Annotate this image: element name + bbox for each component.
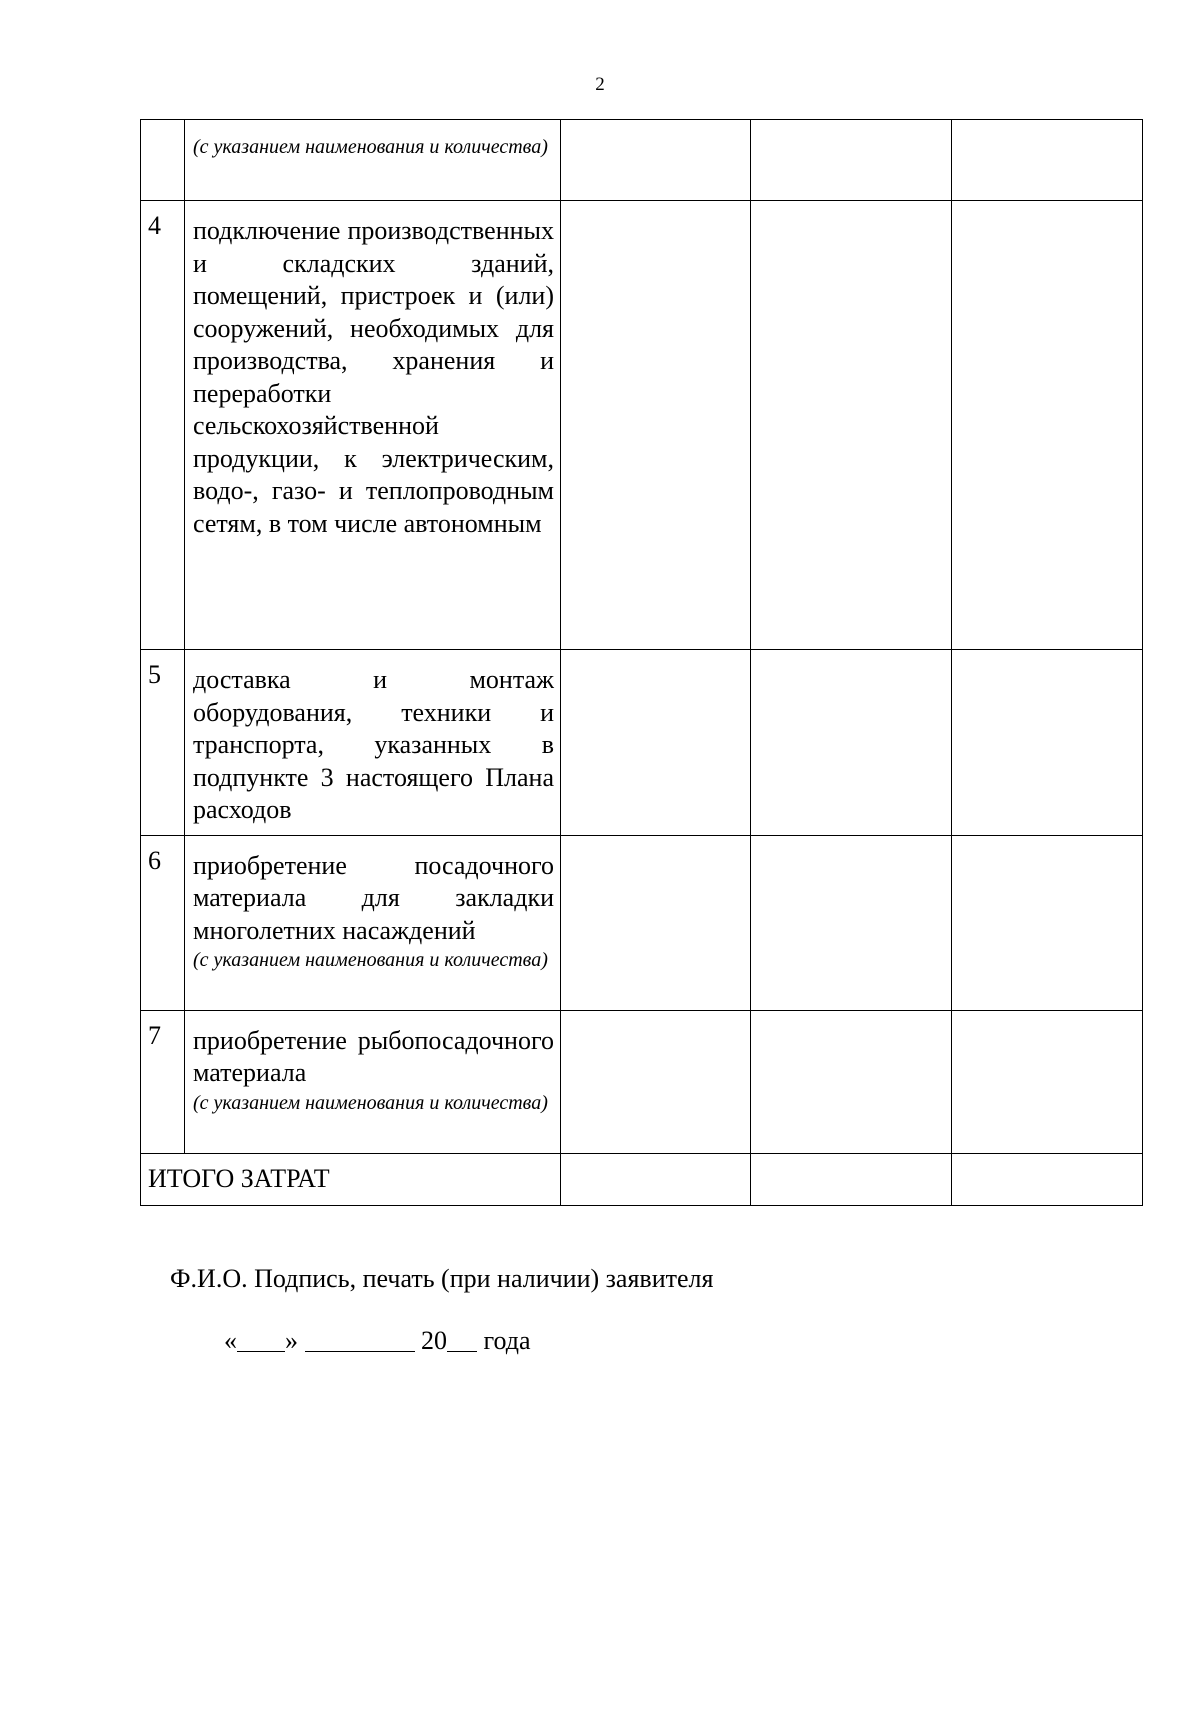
total-value-cell[interactable] [751, 1153, 952, 1205]
total-row [141, 1153, 1143, 1205]
row-text: приобретение посадочного материала для закладки многолетних насаждений [193, 850, 554, 945]
row-description-cell [185, 201, 561, 650]
value-cell[interactable] [952, 1010, 1143, 1153]
date-open-quote: « [224, 1326, 237, 1355]
value-cell[interactable] [751, 1010, 952, 1153]
value-cell[interactable] [952, 650, 1143, 836]
expense-plan-table [140, 119, 1143, 1206]
value-cell[interactable] [561, 120, 751, 201]
signature-line: Ф.И.О. Подпись, печать (при наличии) заявителя [170, 1264, 714, 1293]
row-note: (с указанием наименования и количества) [193, 949, 548, 971]
row-description-cell [185, 1010, 561, 1153]
total-label: ИТОГО ЗАТРАТ [141, 1153, 561, 1205]
value-cell[interactable] [952, 835, 1143, 1010]
value-cell[interactable] [561, 650, 751, 836]
row-number-cell: 6 [141, 835, 185, 1010]
row-number-cell: 5 [141, 650, 185, 836]
table-row [141, 650, 1143, 836]
year-prefix: 20 [421, 1326, 447, 1355]
table-row [141, 201, 1143, 650]
value-cell[interactable] [751, 120, 952, 201]
row-number-cell [141, 120, 185, 201]
year-blank[interactable] [447, 1325, 477, 1352]
table-row [141, 1010, 1143, 1153]
value-cell[interactable] [561, 201, 751, 650]
total-value-cell[interactable] [561, 1153, 751, 1205]
value-cell[interactable] [952, 120, 1143, 201]
month-blank[interactable] [305, 1325, 415, 1352]
row-note: (с указанием наименования и количества) [193, 1091, 548, 1114]
row-text: приобретение рыбопосадочного материала [193, 1025, 554, 1087]
value-cell[interactable] [561, 1010, 751, 1153]
table-row [141, 835, 1143, 1010]
row-description-cell [185, 835, 561, 1010]
day-blank[interactable] [237, 1325, 285, 1352]
value-cell[interactable] [751, 201, 952, 650]
row-description-cell [185, 650, 561, 836]
row-number-cell: 7 [141, 1010, 185, 1153]
table-row [141, 120, 1143, 201]
value-cell[interactable] [751, 835, 952, 1010]
value-cell[interactable] [561, 835, 751, 1010]
total-value-cell[interactable] [952, 1153, 1143, 1205]
value-cell[interactable] [952, 201, 1143, 650]
date-suffix: года [483, 1326, 531, 1355]
row-text: подключение производственных и складских зданий, помещений, пристроек и (или) сооружений, необходимых для производства, хранения и переработки сельскохозяйственной продукции, к электрическим, водо-, газо- и теплопроводным сетям, в том числе автономным [193, 216, 554, 538]
date-line [224, 1325, 531, 1356]
page-number: 2 [595, 74, 605, 95]
date-close-quote: » [285, 1326, 298, 1355]
value-cell[interactable] [751, 650, 952, 836]
row-text: доставка и монтаж оборудования, техники и транспорта, указанных в подпункте 3 настоящего Плана расходов [193, 665, 554, 824]
row-note: (с указанием наименования и количества) [193, 136, 548, 158]
row-number-cell: 4 [141, 201, 185, 650]
row-description-cell [185, 120, 561, 201]
